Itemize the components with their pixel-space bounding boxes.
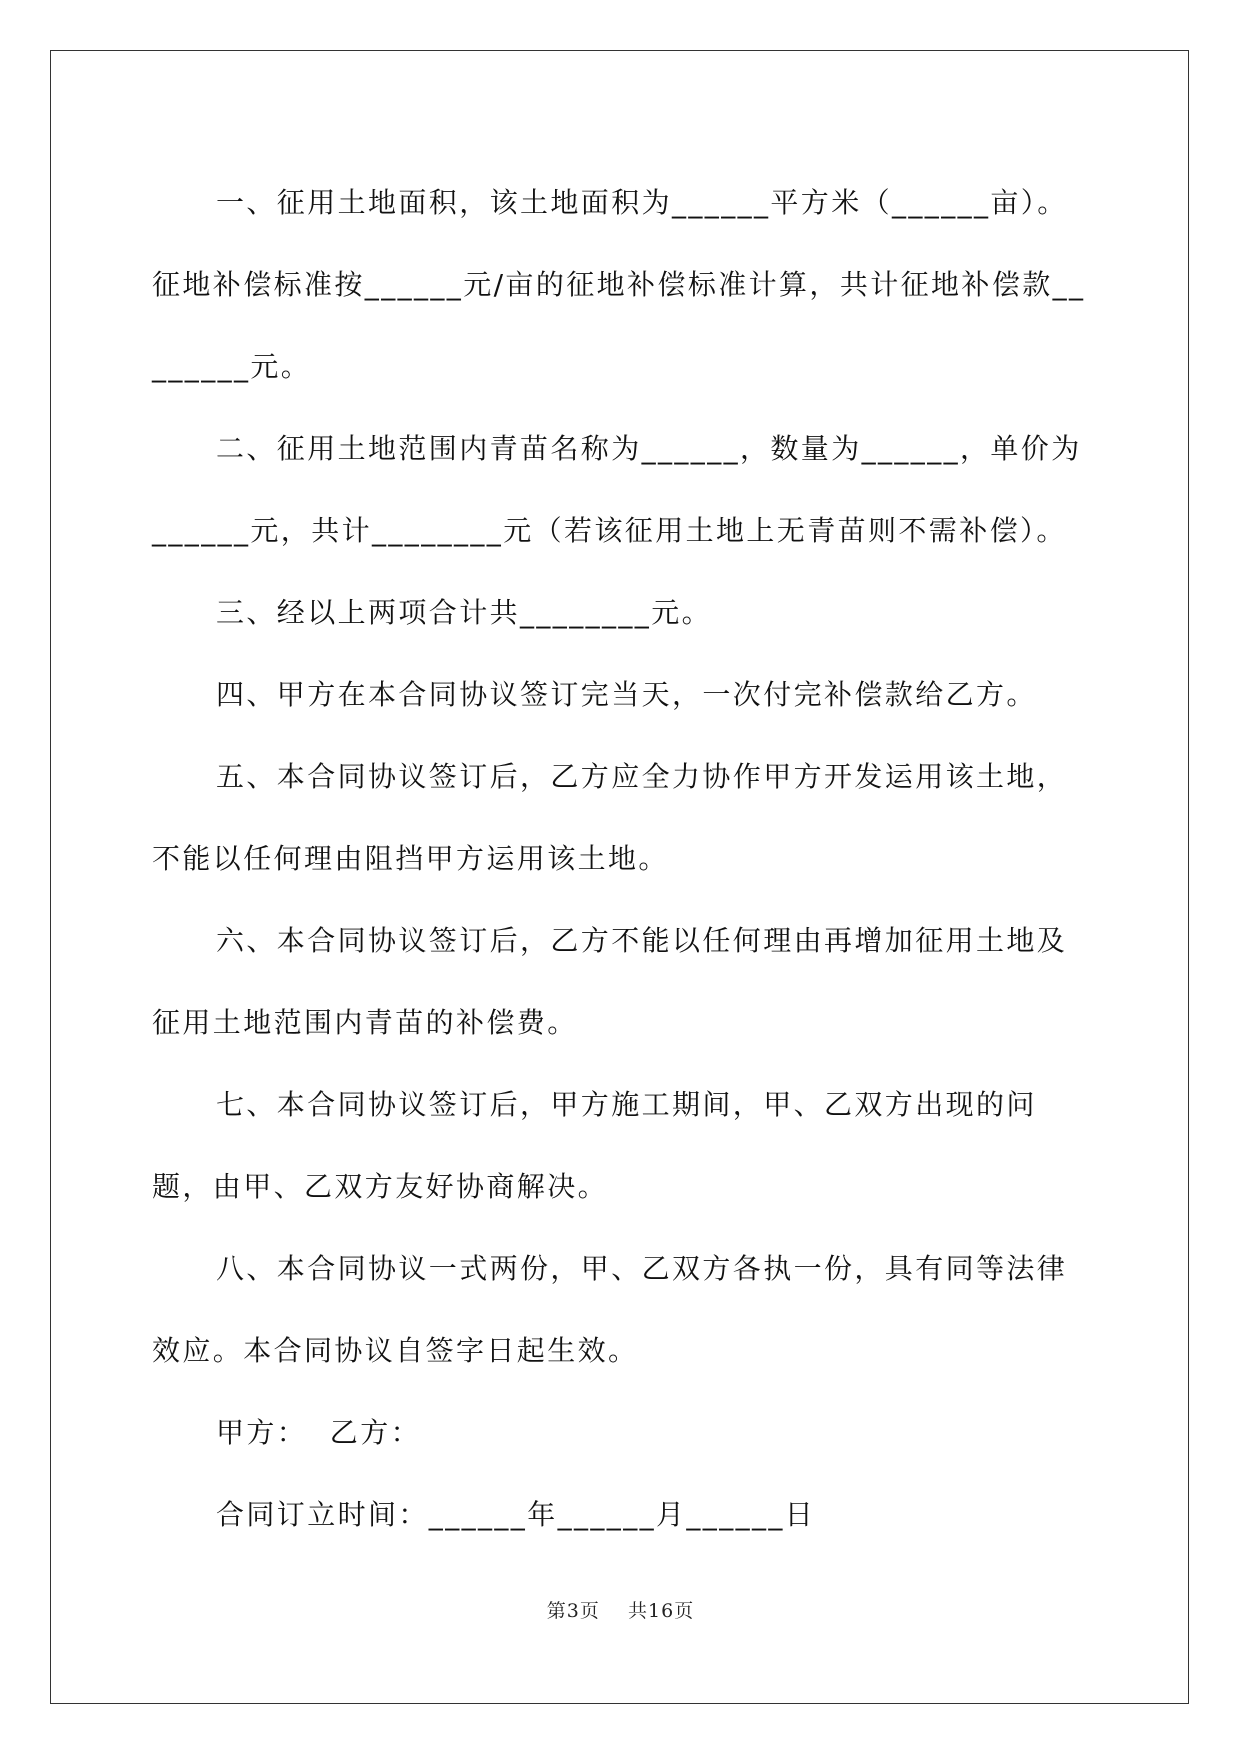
page-number-label: 第3页 共16页 <box>546 1600 695 1622</box>
clause-2-crops: 二、征用土地范围内青苗名称为______，数量为______，单价为______元，共计________元（若该征用土地上无青苗则不需补偿）。 <box>152 432 1082 547</box>
clause-3-total: 三、经以上两项合计共________元。 <box>216 596 713 629</box>
signature-parties: 甲方： 乙方： <box>216 1416 422 1449</box>
clause-7-disputes: 七、本合同协议签订后，甲方施工期间，甲、乙双方出现的问题，由甲、乙双方友好协商解决。 <box>152 1088 1037 1203</box>
contract-date-line: 合同订立时间：______年______月______日 <box>216 1498 816 1531</box>
clause-1-land-area: 一、征用土地面积，该土地面积为______平方米（______亩）。征地补偿标准按______元/亩的征地补偿标准计算，共计征地补偿款________元。 <box>152 186 1086 383</box>
document-body <box>152 162 1092 1556</box>
clause-5-cooperation: 五、本合同协议签订后，乙方应全力协作甲方开发运用该土地，不能以任何理由阻挡甲方运用该土地。 <box>152 760 1068 875</box>
page-number-footer <box>0 1596 1241 1623</box>
clause-4-payment: 四、甲方在本合同协议签订完当天，一次付完补偿款给乙方。 <box>216 678 1037 711</box>
clause-8-copies: 八、本合同协议一式两份，甲、乙双方各执一份，具有同等法律效应。本合同协议自签字日起生效。 <box>152 1252 1068 1367</box>
clause-6-no-increase: 六、本合同协议签订后，乙方不能以任何理由再增加征用土地及征用土地范围内青苗的补偿费。 <box>152 924 1068 1039</box>
